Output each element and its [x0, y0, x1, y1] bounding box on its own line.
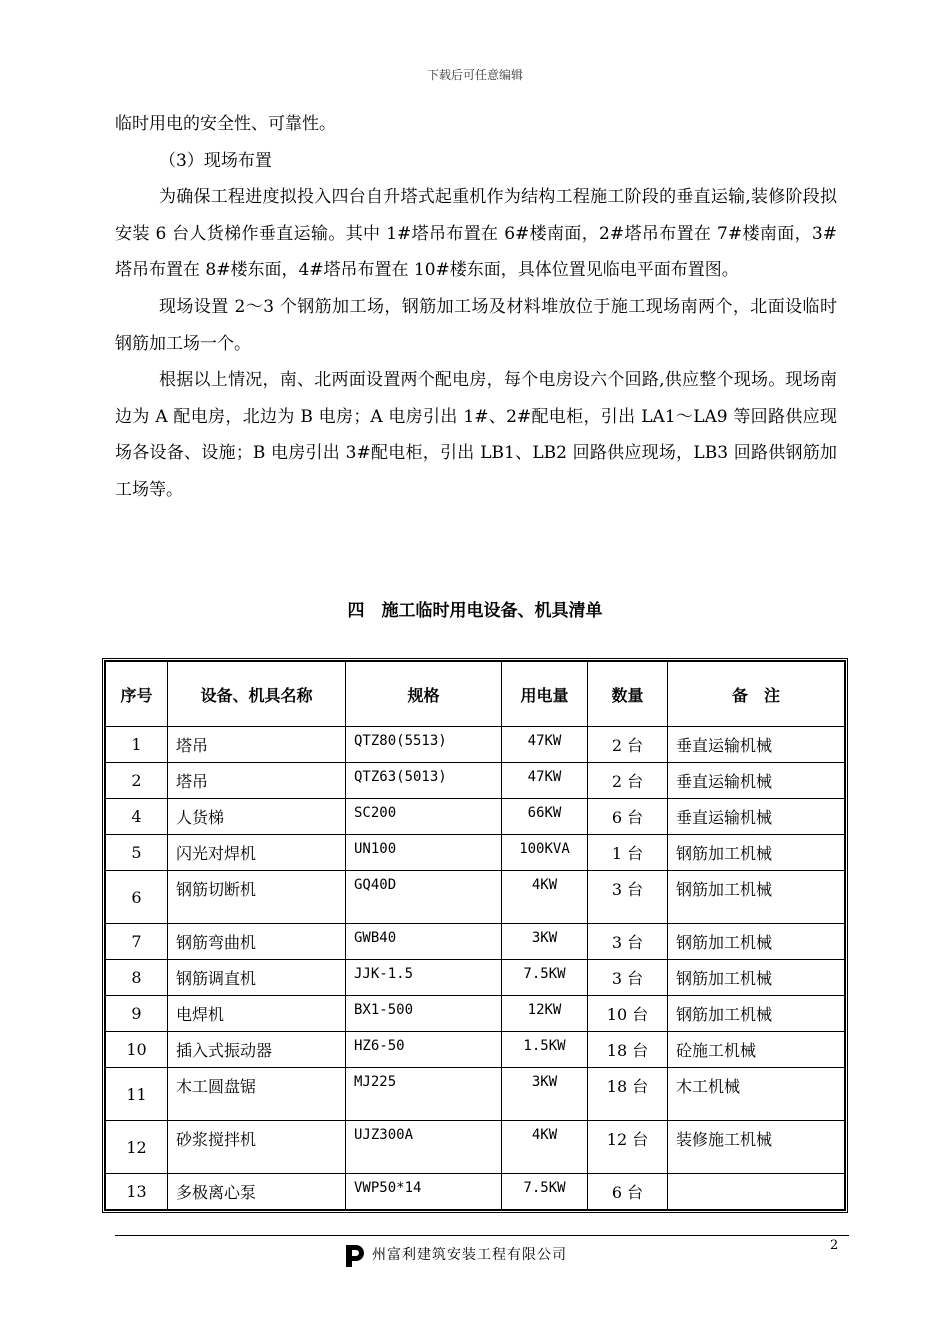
- company-name: 州富利建筑安装工程有限公司: [372, 1247, 567, 1263]
- table-cell: 钢筋加工机械: [668, 960, 845, 996]
- table-cell: 66KW: [502, 799, 588, 835]
- table-cell: QTZ80(5513): [346, 727, 502, 763]
- table-cell: 钢筋调直机: [168, 960, 346, 996]
- company-logo-icon: [343, 1240, 369, 1268]
- table-cell: 10 台: [588, 996, 668, 1032]
- table-cell: 塔吊: [168, 727, 346, 763]
- table-cell: 3 台: [588, 924, 668, 960]
- table-cell: GWB40: [346, 924, 502, 960]
- table-cell: 钢筋加工机械: [668, 924, 845, 960]
- table-cell: UJZ300A: [346, 1121, 502, 1174]
- table-cell: 钢筋弯曲机: [168, 924, 346, 960]
- table-cell: 47KW: [502, 763, 588, 799]
- table-cell: 钢筋加工机械: [668, 835, 845, 871]
- table-cell: 砂浆搅拌机: [168, 1121, 346, 1174]
- table-row: [106, 763, 845, 799]
- table-cell: 垂直运输机械: [668, 727, 845, 763]
- table-cell: 钢筋加工机械: [668, 996, 845, 1032]
- table-cell: 9: [106, 996, 168, 1032]
- table-cell: 7: [106, 924, 168, 960]
- table-cell: 砼施工机械: [668, 1032, 845, 1068]
- table-cell: 2 台: [588, 727, 668, 763]
- equipment-table-frame: [102, 658, 848, 1213]
- table-cell: 木工圆盘锯: [168, 1068, 346, 1121]
- table-cell: 插入式振动器: [168, 1032, 346, 1068]
- table-cell: 多极离心泵: [168, 1174, 346, 1210]
- body-text: [115, 106, 837, 509]
- header-cell: 数量: [588, 662, 668, 727]
- table-cell: 3KW: [502, 924, 588, 960]
- header-cell: 规格: [346, 662, 502, 727]
- table-cell: 装修施工机械: [668, 1121, 845, 1174]
- table-cell: 100KVA: [502, 835, 588, 871]
- table-row: [106, 835, 845, 871]
- table-cell: 11: [106, 1068, 168, 1121]
- table-row: [106, 727, 845, 763]
- table-cell: 12KW: [502, 996, 588, 1032]
- table-cell: 1: [106, 727, 168, 763]
- table-cell: [668, 1174, 845, 1210]
- table-cell: 6 台: [588, 1174, 668, 1210]
- table-cell: VWP50*14: [346, 1174, 502, 1210]
- table-cell: 垂直运输机械: [668, 799, 845, 835]
- table-cell: 闪光对焊机: [168, 835, 346, 871]
- table-row: [106, 1174, 845, 1210]
- table-cell: 钢筋加工机械: [668, 871, 845, 924]
- table-row: [106, 871, 845, 924]
- table-cell: 7.5KW: [502, 1174, 588, 1210]
- table-row: [106, 799, 845, 835]
- table-cell: JJK-1.5: [346, 960, 502, 996]
- table-row: [106, 1032, 845, 1068]
- table-row: [106, 1068, 845, 1121]
- table-cell: 3 台: [588, 871, 668, 924]
- table-cell: 钢筋切断机: [168, 871, 346, 924]
- table-cell: QTZ63(5013): [346, 763, 502, 799]
- table-row: [106, 1121, 845, 1174]
- table-cell: 1 台: [588, 835, 668, 871]
- page-number: 2: [830, 1238, 839, 1253]
- table-cell: 12: [106, 1121, 168, 1174]
- table-cell: 3KW: [502, 1068, 588, 1121]
- table-cell: 6: [106, 871, 168, 924]
- page-header: 下载后可任意编辑: [426, 68, 523, 82]
- footer-divider: [115, 1235, 849, 1236]
- table-cell: 8: [106, 960, 168, 996]
- table-cell: 垂直运输机械: [668, 763, 845, 799]
- header-cell: 用电量: [502, 662, 588, 727]
- paragraph: 现场设置 2～3 个钢筋加工场，钢筋加工场及材料堆放位于施工现场南两个，北面设临时钢筋加工场一个。: [115, 296, 837, 354]
- table-row: [106, 960, 845, 996]
- table-cell: HZ6-50: [346, 1032, 502, 1068]
- table-cell: 2: [106, 763, 168, 799]
- table-cell: 7.5KW: [502, 960, 588, 996]
- table-cell: 47KW: [502, 727, 588, 763]
- subheading: （3）现场布置: [159, 150, 272, 171]
- paragraph: 为确保工程进度拟投入四台自升塔式起重机作为结构工程施工阶段的垂直运输,装修阶段拟安装 6 台人货梯作垂直运输。其中 1#塔吊布置在 6#楼南面，2#塔吊布置在 7#楼南面，3#塔吊布置在 8#楼东面，4#塔吊布置在 10#楼东面，具体位置见临电平面布置图。: [115, 187, 837, 281]
- table-cell: 12 台: [588, 1121, 668, 1174]
- header-cell: 设备、机具名称: [168, 662, 346, 727]
- table-row: [106, 924, 845, 960]
- table-cell: 4KW: [502, 1121, 588, 1174]
- table-cell: 电焊机: [168, 996, 346, 1032]
- table-header-row: [106, 662, 845, 727]
- table-cell: 10: [106, 1032, 168, 1068]
- equipment-table: [105, 661, 845, 1210]
- table-cell: 3 台: [588, 960, 668, 996]
- header-cell: 备 注: [668, 662, 845, 727]
- paragraph: 根据以上情况，南、北两面设置两个配电房，每个电房设六个回路,供应整个现场。现场南边为 A 配电房，北边为 B 电房；A 电房引出 1#、2#配电柜，引出 LA1～LA9 等回路供应现场各设备、设施；B 电房引出 3#配电柜，引出 LB1、LB2 回路供应现场，LB3 回路供钢筋加工场等。: [115, 370, 837, 500]
- table-cell: 2 台: [588, 763, 668, 799]
- table-cell: 18 台: [588, 1032, 668, 1068]
- table-cell: 塔吊: [168, 763, 346, 799]
- table-cell: 人货梯: [168, 799, 346, 835]
- table-cell: 13: [106, 1174, 168, 1210]
- table-cell: 18 台: [588, 1068, 668, 1121]
- header-cell: 序号: [106, 662, 168, 727]
- table-cell: UN100: [346, 835, 502, 871]
- table-cell: GQ40D: [346, 871, 502, 924]
- table-cell: MJ225: [346, 1068, 502, 1121]
- table-cell: 4KW: [502, 871, 588, 924]
- table-row: [106, 996, 845, 1032]
- table-cell: 6 台: [588, 799, 668, 835]
- paragraph: 临时用电的安全性、可靠性。: [115, 114, 336, 134]
- section-title: 四 施工临时用电设备、机具清单: [347, 601, 603, 621]
- table-cell: BX1-500: [346, 996, 502, 1032]
- table-cell: 4: [106, 799, 168, 835]
- table-cell: SC200: [346, 799, 502, 835]
- table-cell: 1.5KW: [502, 1032, 588, 1068]
- table-cell: 木工机械: [668, 1068, 845, 1121]
- table-cell: 5: [106, 835, 168, 871]
